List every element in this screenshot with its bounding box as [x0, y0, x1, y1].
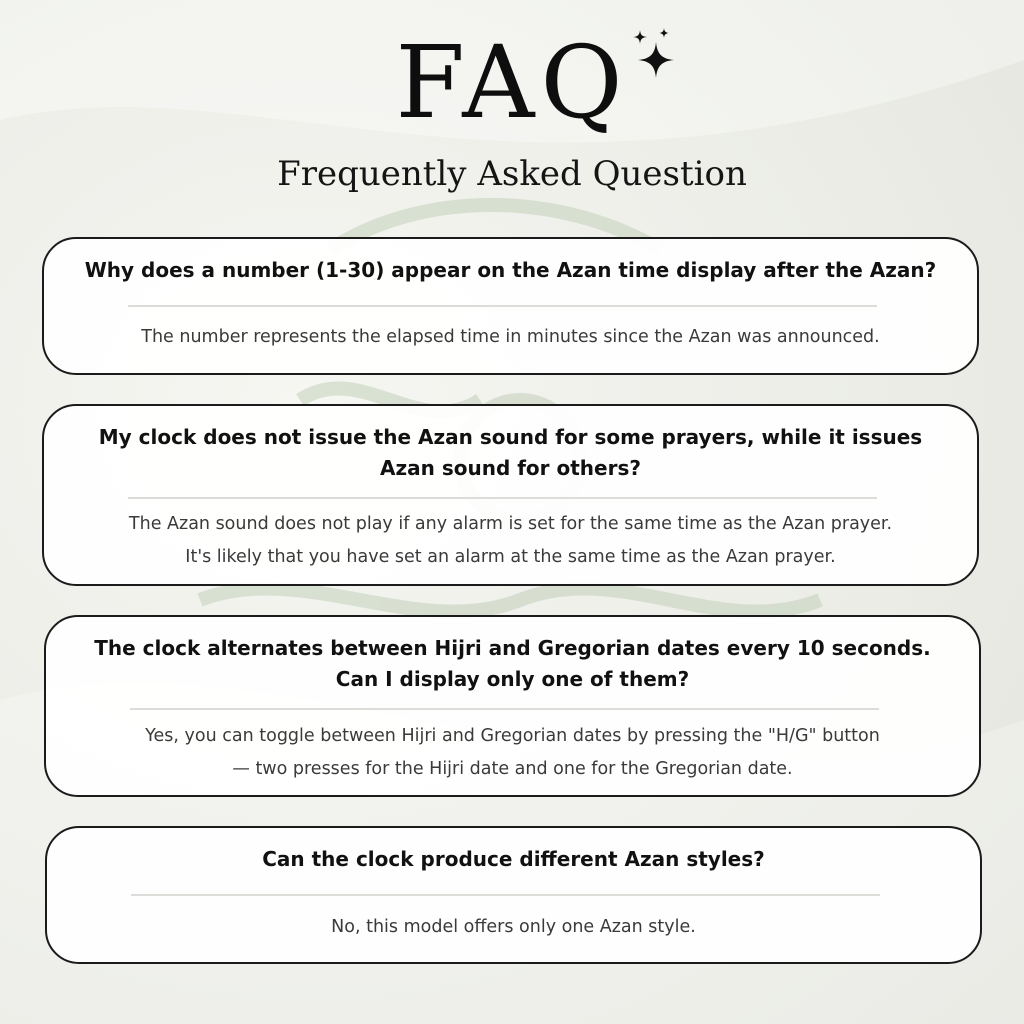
- faq-divider: [128, 497, 877, 499]
- faq-card: [45, 826, 982, 964]
- faq-card: [42, 404, 979, 586]
- faq-question-line: My clock does not issue the Azan sound for some prayers, while it issues: [98, 425, 923, 449]
- faq-question: [62, 255, 959, 286]
- page-title: FAQ: [395, 24, 629, 141]
- faq-divider: [128, 305, 877, 307]
- faq-question-line: The clock alternates between Hijri and Gregorian dates every 10 seconds.: [94, 636, 931, 660]
- faq-question-line: Why does a number (1-30) appear on the Azan time display after the Azan?: [84, 258, 937, 282]
- faq-divider: [131, 894, 880, 896]
- faq-divider: [130, 708, 879, 710]
- faq-answer-line: The Azan sound does not play if any alarm is set for the same time as the Azan prayer.: [128, 514, 893, 534]
- faq-question-line: Azan sound for others?: [380, 456, 641, 480]
- faq-answer-line: It's likely that you have set an alarm at the same time as the Azan prayer.: [185, 547, 836, 567]
- page-subtitle: Frequently Asked Question: [277, 154, 747, 194]
- header: [0, 0, 1024, 230]
- faq-question-line: Can I display only one of them?: [335, 667, 690, 691]
- faq-answer: [62, 508, 959, 574]
- faq-answer-line: No, this model offers only one Azan style.: [331, 917, 696, 937]
- faq-question: [62, 422, 959, 484]
- faq-answer: [65, 911, 962, 944]
- faq-question: [64, 633, 961, 695]
- faq-answer: [62, 321, 959, 354]
- faq-answer-line: — two presses for the Hijri date and one for the Gregorian date.: [232, 759, 793, 779]
- faq-card: [42, 237, 979, 375]
- faq-card: [44, 615, 981, 797]
- faq-answer-line: The number represents the elapsed time in minutes since the Azan was announced.: [141, 327, 880, 347]
- faq-question: [65, 844, 962, 875]
- faq-answer-line: Yes, you can toggle between Hijri and Gregorian dates by pressing the "H/G" button: [145, 726, 880, 746]
- faq-question-line: Can the clock produce different Azan styles?: [262, 847, 765, 871]
- sparkle-icon: [632, 28, 678, 80]
- faq-answer: [64, 720, 961, 786]
